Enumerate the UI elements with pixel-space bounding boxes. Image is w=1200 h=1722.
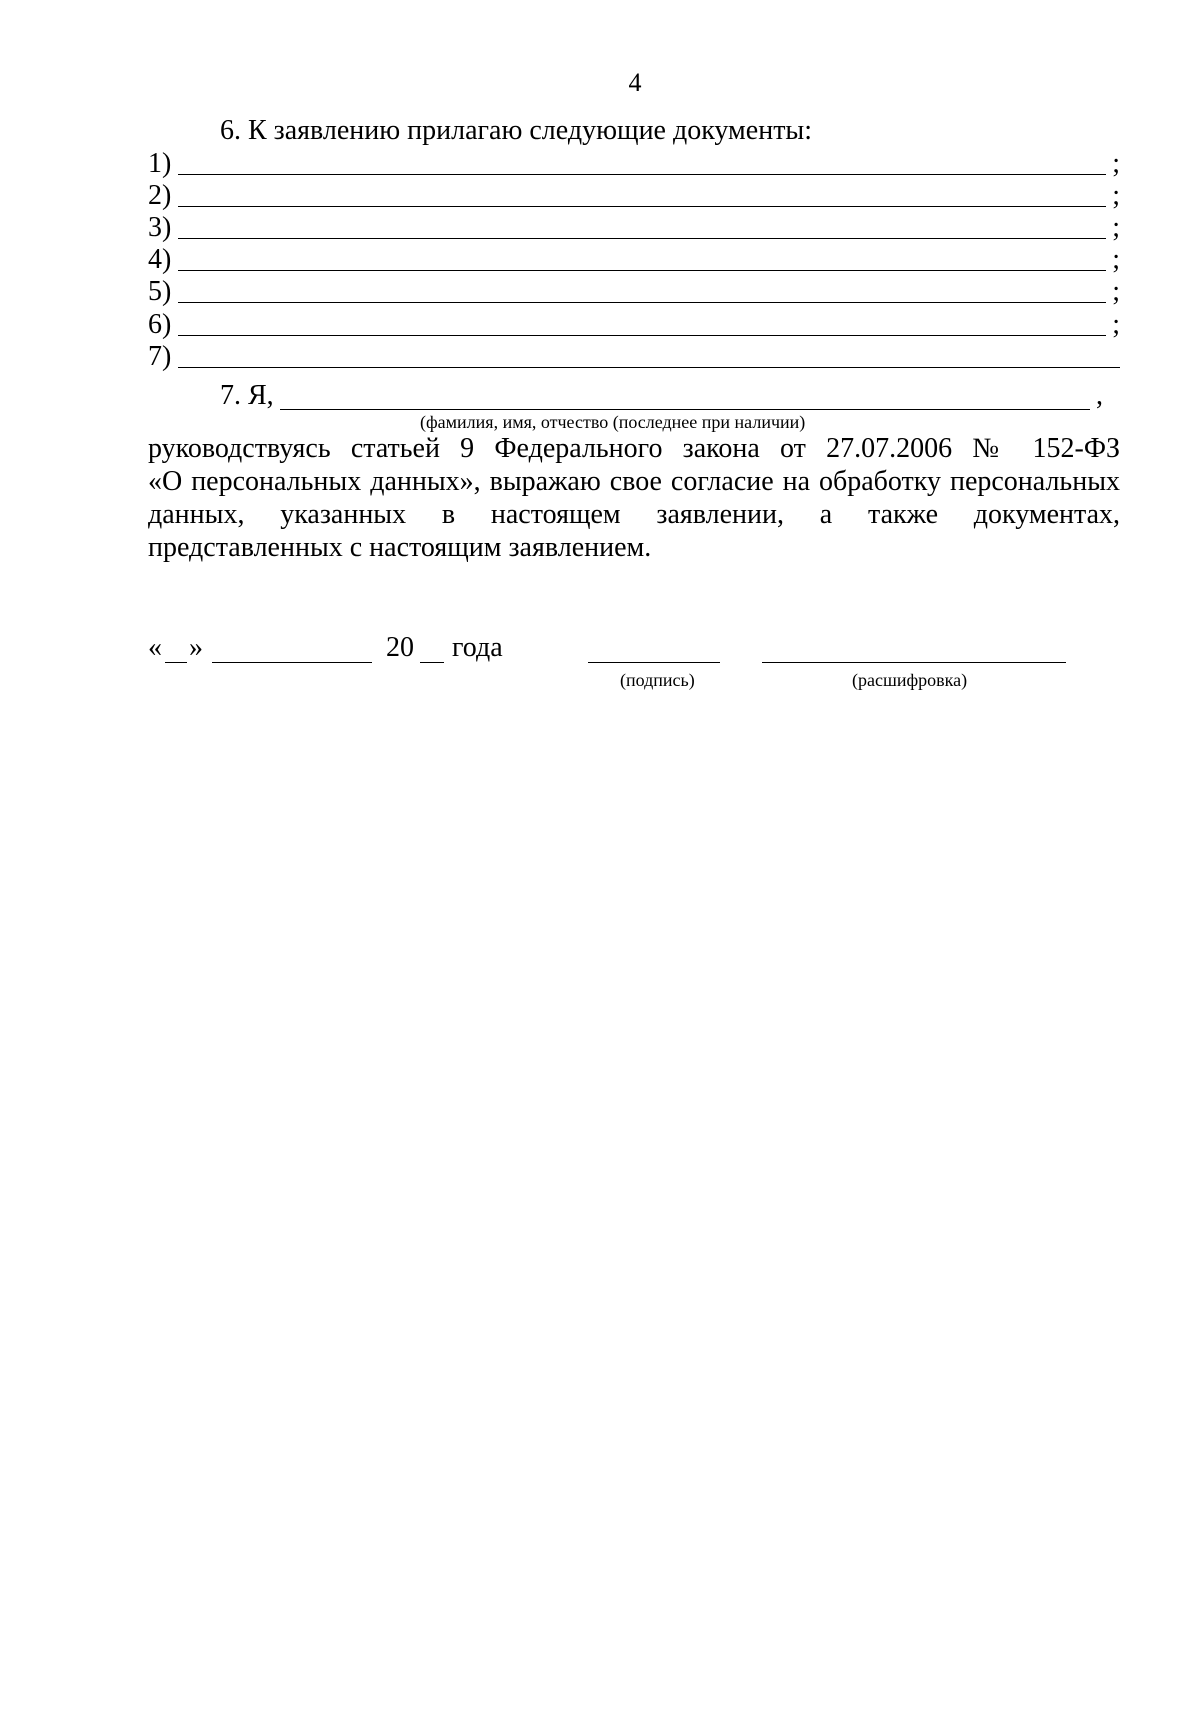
attachment-field[interactable] xyxy=(178,335,1106,336)
consent-line: представленных с настоящим заявлением. xyxy=(148,532,652,563)
attachment-terminator: ; xyxy=(1112,244,1120,275)
signature-caption: (подпись) xyxy=(620,670,695,690)
attachment-number: 5) xyxy=(148,276,172,307)
attachment-row xyxy=(148,212,1120,242)
attachment-field[interactable] xyxy=(178,367,1120,368)
quote-close: » xyxy=(189,632,203,663)
consent-line: данных, указанных в настоящем заявлении, а также документах, xyxy=(148,499,1120,530)
attachment-number: 4) xyxy=(148,244,172,275)
attachment-row xyxy=(148,148,1120,178)
attachment-row xyxy=(148,180,1120,210)
attachment-terminator: ; xyxy=(1112,309,1120,340)
consent-comma: , xyxy=(1096,380,1103,411)
attachment-number: 3) xyxy=(148,212,172,243)
attachment-terminator: ; xyxy=(1112,276,1120,307)
consent-paragraph xyxy=(148,432,1120,564)
transcript-caption: (расшифровка) xyxy=(852,670,968,690)
attachment-number: 7) xyxy=(148,341,172,372)
attachment-row xyxy=(148,309,1120,339)
consent-line: «О персональных данных», выражаю свое согласие на обработку персональных xyxy=(148,466,1120,497)
month-field[interactable] xyxy=(212,662,372,663)
consent-prefix: 7. Я, xyxy=(220,380,274,411)
consent-line: руководствуясь статьей 9 Федерального закона от 27.07.2006 № 152-ФЗ xyxy=(148,433,1120,464)
transcript-field[interactable] xyxy=(762,662,1066,663)
attachment-terminator: ; xyxy=(1112,148,1120,179)
attachment-number: 2) xyxy=(148,180,172,211)
attachments-heading: 6. К заявлению прилагаю следующие документы: xyxy=(220,115,813,146)
day-field[interactable] xyxy=(165,662,187,663)
attachment-field[interactable] xyxy=(178,206,1106,207)
year-field[interactable] xyxy=(420,662,444,663)
attachment-row xyxy=(148,244,1120,274)
full-name-caption: (фамилия, имя, отчество (последнее при наличии) xyxy=(420,412,806,432)
quote-open: « xyxy=(148,632,162,663)
attachment-field[interactable] xyxy=(178,302,1106,303)
attachment-field[interactable] xyxy=(178,174,1106,175)
attachment-field[interactable] xyxy=(178,238,1106,239)
page-number: 4 xyxy=(628,68,642,97)
attachment-field[interactable] xyxy=(178,270,1106,271)
attachment-number: 6) xyxy=(148,309,172,340)
attachment-terminator: ; xyxy=(1112,212,1120,243)
attachment-number: 1) xyxy=(148,148,172,179)
attachment-row xyxy=(148,341,1120,371)
century-label: 20 xyxy=(386,632,414,663)
attachment-row xyxy=(148,276,1120,306)
full-name-field[interactable] xyxy=(280,409,1090,410)
attachment-terminator: ; xyxy=(1112,180,1120,211)
year-word: года xyxy=(452,632,503,663)
signature-field[interactable] xyxy=(588,662,720,663)
